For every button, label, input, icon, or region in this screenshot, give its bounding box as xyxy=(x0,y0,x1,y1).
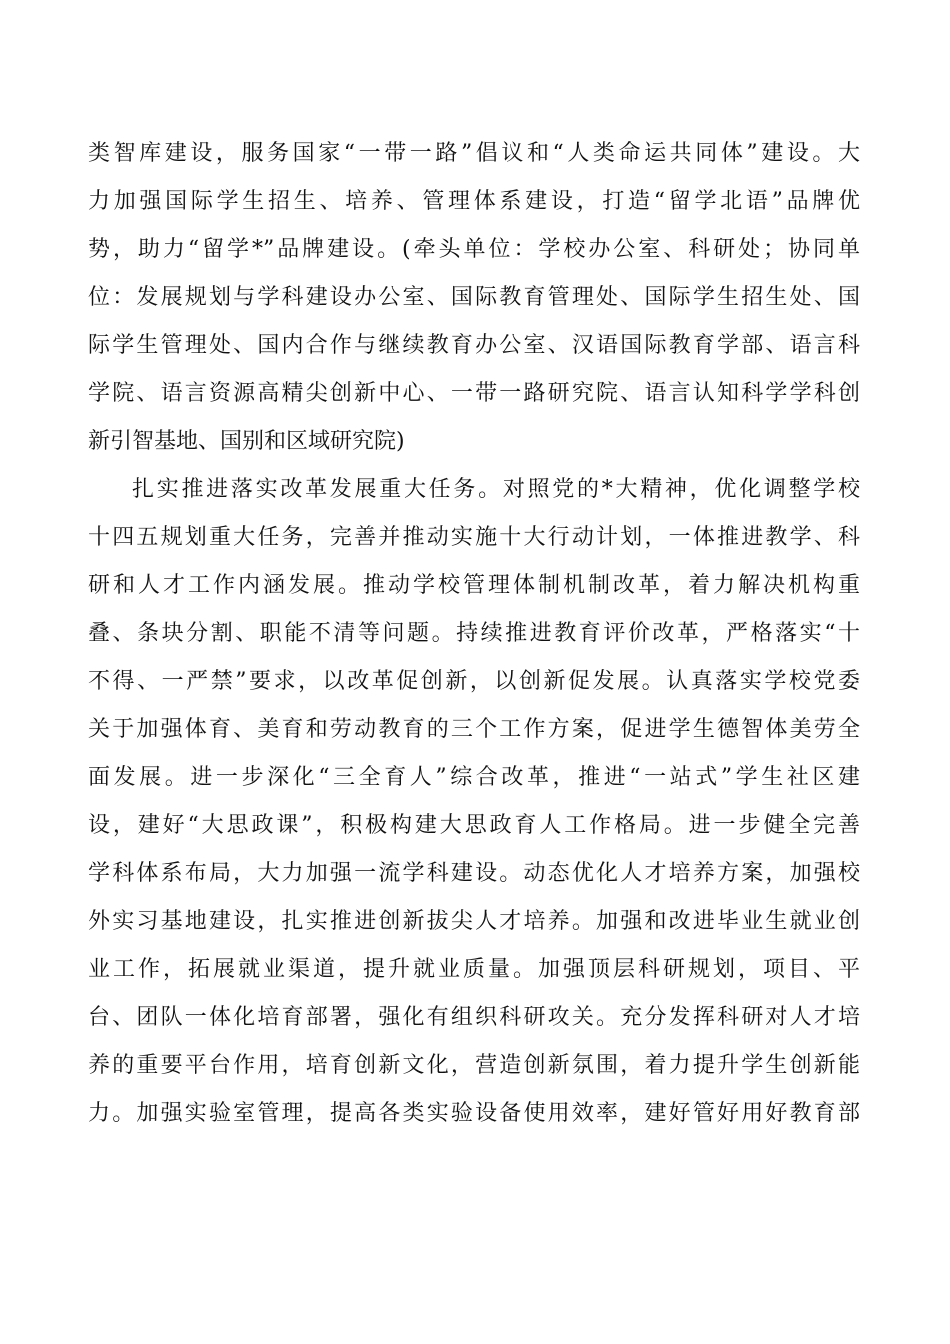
paragraph-line: 设，建好“大思政课”，积极构建大思政育人工作格局。进一步健全完善 xyxy=(88,813,860,838)
paragraph-2 xyxy=(88,466,860,1138)
paragraph-line: 势，助力“留学*”品牌建设。(牵头单位：学校办公室、科研处；协同单 xyxy=(88,237,860,262)
paragraph-line: 力加强国际学生招生、培养、管理体系建设，打造“留学北语”品牌优 xyxy=(88,189,860,214)
document-body xyxy=(88,130,860,1138)
paragraph-line: 扎实推进落实改革发展重大任务。对照党的*大精神，优化调整学校 xyxy=(132,477,860,502)
paragraph-line: 面发展。进一步深化“三全育人”综合改革，推进“一站式”学生社区建 xyxy=(88,765,860,790)
paragraph-line: 研和人才工作内涵发展。推动学校管理体制机制改革，着力解决机构重 xyxy=(88,573,860,598)
paragraph-line: 关于加强体育、美育和劳动教育的三个工作方案，促进学生德智体美劳全 xyxy=(88,717,860,742)
paragraph-line: 叠、条块分割、职能不清等问题。持续推进教育评价改革，严格落实“十 xyxy=(88,621,860,646)
paragraph-line: 位：发展规划与学科建设办公室、国际教育管理处、国际学生招生处、国 xyxy=(88,285,860,310)
paragraph-line: 外实习基地建设，扎实推进创新拔尖人才培养。加强和改进毕业生就业创 xyxy=(88,909,860,934)
paragraph-line: 养的重要平台作用，培育创新文化，营造创新氛围，着力提升学生创新能 xyxy=(88,1053,860,1078)
paragraph-line: 新引智基地、国别和区域研究院) xyxy=(88,429,405,454)
paragraph-line: 台、团队一体化培育部署，强化有组织科研攻关。充分发挥科研对人才培 xyxy=(88,1005,860,1030)
paragraph-line: 类智库建设，服务国家“一带一路”倡议和“人类命运共同体”建设。大 xyxy=(88,141,860,166)
paragraph-line: 学科体系布局，大力加强一流学科建设。动态优化人才培养方案，加强校 xyxy=(88,861,860,886)
paragraph-line: 业工作，拓展就业渠道，提升就业质量。加强顶层科研规划，项目、平 xyxy=(88,957,860,982)
paragraph-line: 十四五规划重大任务，完善并推动实施十大行动计划，一体推进教学、科 xyxy=(88,525,860,550)
paragraph-1 xyxy=(88,130,860,466)
paragraph-line: 学院、语言资源高精尖创新中心、一带一路研究院、语言认知科学学科创 xyxy=(88,381,860,406)
paragraph-line: 际学生管理处、国内合作与继续教育办公室、汉语国际教育学部、语言科 xyxy=(88,333,860,358)
paragraph-line: 不得、一严禁”要求，以改革促创新，以创新促发展。认真落实学校党委 xyxy=(88,669,860,694)
paragraph-line: 力。加强实验室管理，提高各类实验设备使用效率，建好管好用好教育部 xyxy=(88,1101,860,1126)
